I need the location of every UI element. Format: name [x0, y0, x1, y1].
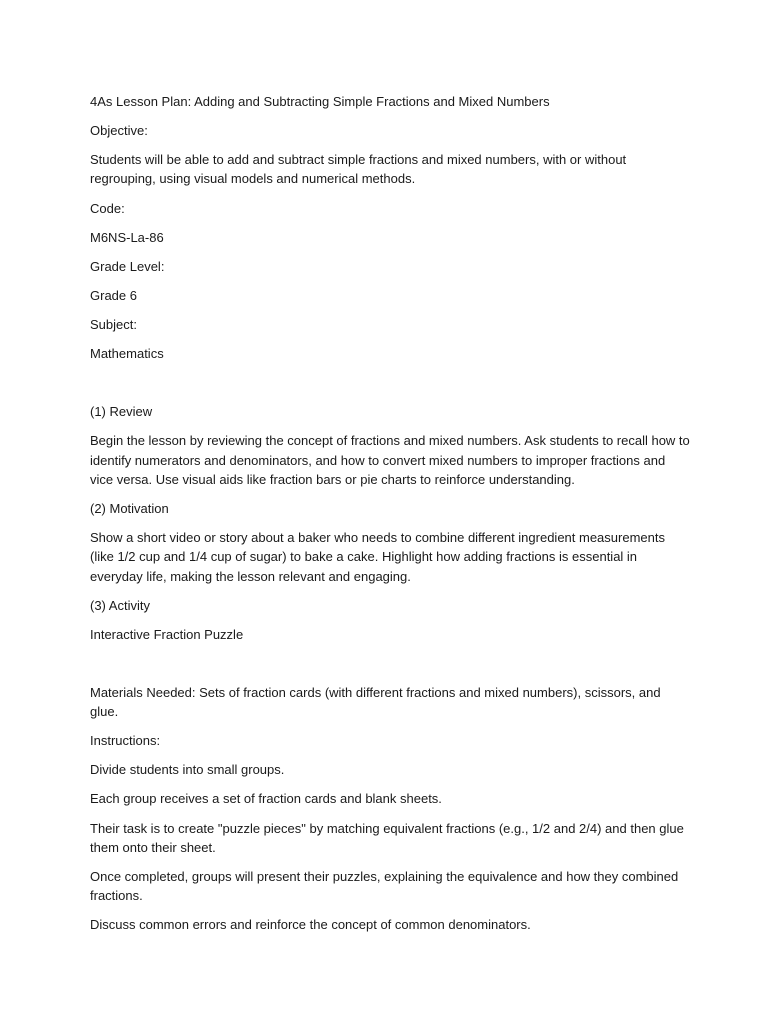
document-body [90, 92, 690, 944]
instructions-label: Instructions: [90, 733, 161, 749]
code-value: M6NS-La-86 [90, 229, 164, 245]
instruction-item: Discuss common errors and reinforce the concept of common denominators. [90, 917, 531, 933]
instruction-item: Divide students into small groups. [90, 762, 285, 778]
document-title: 4As Lesson Plan: Adding and Subtracting Simple Fractions and Mixed Numbers [90, 94, 550, 109]
blank-line [90, 654, 690, 683]
grade-value: Grade 6 [90, 287, 137, 303]
instruction-item: Their task is to create "puzzle pieces" by matching equivalent fractions (e.g., 1/2 and 2/4) and then glue them onto their sheet. [90, 820, 684, 855]
instruction-item: Once completed, groups will present their puzzles, explaining the equivalence and how they combined fractions. [90, 868, 679, 904]
motivation-text: Show a short video or story about a baker who needs to combine different ingredient measurements (like 1/2 cup and 1/4 cup of sugar) to bake a cake. Highlight how adding fractions is essential in everyday life, making the lesson relevant and engaging. [90, 530, 665, 584]
review-heading: (1) Review [90, 404, 153, 420]
materials-text: Materials Needed: Sets of fraction cards (with different fractions and mixed numbers), scissors, and glue. [90, 684, 661, 720]
code-label: Code: [90, 200, 125, 216]
blank-line [90, 373, 690, 402]
grade-label: Grade Level: [90, 258, 165, 274]
review-text: Begin the lesson by reviewing the concept of fractions and mixed numbers. Ask students to recall how to identify numerators and denominators, and how to convert mixed numbers to improper fractions and vice versa. Use visual aids like fraction bars or pie charts to reinforce understanding. [90, 433, 690, 487]
subject-label: Subject: [90, 316, 137, 332]
objective-text: Students will be able to add and subtract simple fractions and mixed numbers, with or without regrouping, using visual models and numerical methods. [90, 152, 627, 187]
activity-heading: (3) Activity [90, 597, 150, 613]
motivation-heading: (2) Motivation [90, 500, 169, 516]
instruction-item: Each group receives a set of fraction cards and blank sheets. [90, 791, 442, 807]
activity-name: Interactive Fraction Puzzle [90, 626, 244, 642]
objective-label: Objective: [90, 123, 148, 139]
subject-value: Mathematics [90, 346, 164, 362]
